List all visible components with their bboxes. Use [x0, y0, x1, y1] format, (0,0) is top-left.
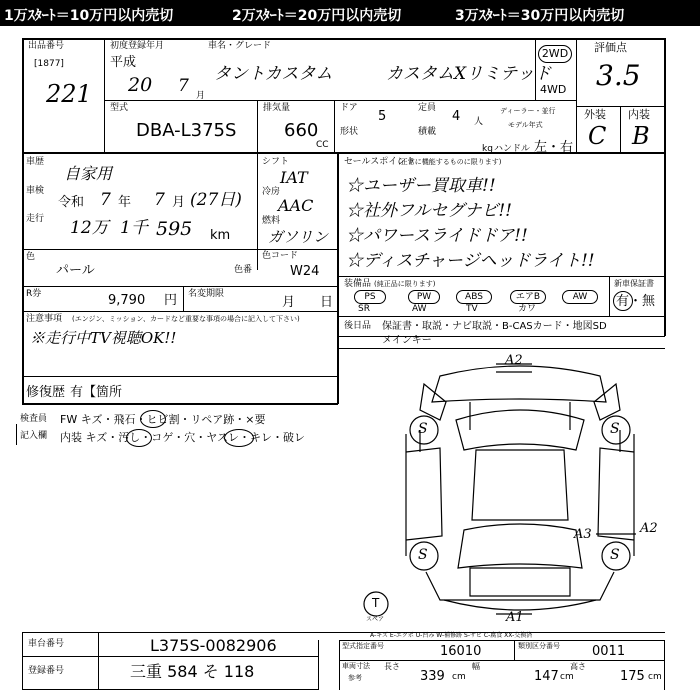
shift: IAT: [280, 168, 308, 187]
load-label: 積載: [418, 127, 437, 137]
model: DBA-L375S: [136, 120, 237, 141]
fuel-label: 燃料: [262, 216, 281, 226]
lot-number: 221: [46, 80, 92, 108]
color: パール: [56, 263, 95, 278]
ac: AAC: [278, 196, 314, 215]
name-change-month: 月: [282, 295, 296, 310]
capacity: 4: [452, 109, 461, 124]
width-label: 幅: [472, 662, 480, 671]
mark-a3-right: A3: [574, 527, 592, 542]
color-label: 色: [26, 252, 36, 262]
displacement-unit: CC: [316, 140, 329, 150]
plate-number: 三重 584 そ 118: [130, 662, 255, 681]
drive-4wd: 4WD: [540, 83, 567, 96]
recycle-value: 9,790: [108, 293, 146, 308]
length-unit: cm: [452, 672, 466, 682]
recycle-unit: 円: [164, 293, 178, 308]
load-unit: kg: [482, 144, 493, 154]
notes-sublabel: (エンジン、ミッション、カードなど重要な事項の場合に記入して下さい): [72, 315, 300, 323]
repair-value: 有【箇所: [70, 385, 123, 400]
usage: 自家用: [64, 164, 113, 183]
registration-month-unit: 月: [196, 91, 206, 101]
start-rule-2: 2万ｽﾀｰﾄ＝20万円以内売切: [232, 8, 402, 24]
designation-label: 型式指定番号: [342, 642, 384, 650]
mileage-unit: km: [210, 228, 231, 243]
ac-label: 冷房: [262, 187, 281, 197]
inspector-label-2: 記入欄: [20, 431, 48, 441]
model-year-label: モデル年式: [508, 121, 543, 129]
color-code: W24: [290, 264, 320, 279]
inspection-month-unit: 月: [172, 195, 186, 210]
sales-point: ☆パワースライドドア!!: [346, 226, 528, 246]
equipment-aw: AW: [412, 304, 427, 314]
lot-label: 出品番号: [28, 41, 65, 51]
height: 175: [620, 669, 645, 684]
score-label: 評価点: [594, 41, 627, 54]
color-number-label: 色番: [234, 265, 253, 275]
new-warranty: 有・無: [616, 294, 656, 309]
shift-label: シフト: [262, 157, 290, 167]
usage-label: 車歴: [26, 157, 45, 167]
fuel: ガソリン: [268, 228, 329, 246]
notes-label: 注意事項: [26, 314, 63, 324]
ext-grade: C: [588, 122, 607, 150]
int-grade: B: [632, 122, 650, 150]
inspection-month: 7: [154, 190, 165, 210]
equipment-abs: ABS: [456, 290, 492, 304]
equipment-tv: TV: [466, 304, 478, 314]
notes-text: ※走行中TV視聴OK!!: [30, 329, 177, 347]
sales-point: ☆ディスチャージヘッドライト!!: [346, 251, 595, 271]
vehicle-grade: カスタムXリミテッド: [386, 64, 552, 84]
chassis-number: L375S-0082906: [150, 636, 277, 655]
inspector-interior-row: 内装 キズ・汚し・コゲ・穴・ヤスレ・キレ・破レ: [60, 431, 305, 444]
dealer-label: ディーラー・並行: [500, 107, 556, 115]
score: 3.5: [596, 59, 641, 92]
height-label: 高さ: [570, 662, 586, 671]
header-banner: [0, 0, 700, 26]
doors-label: ドア: [340, 103, 358, 113]
width: 147: [534, 669, 559, 684]
inspection-label: 車検: [26, 186, 45, 196]
sales-points-label: セールスポイント: [344, 157, 416, 167]
sales-point: ☆ユーザー買取車!!: [346, 176, 496, 196]
length-label: 長さ: [384, 662, 400, 671]
equipment-ps: PS: [354, 290, 386, 304]
accessories-label: 後日品: [344, 321, 372, 331]
start-rule-3: 3万ｽﾀｰﾄ＝30万円以内売切: [455, 8, 625, 24]
model-label: 型式: [110, 103, 129, 113]
dimensions-sub: 参考: [348, 674, 362, 682]
chassis-label: 車台番号: [28, 639, 65, 649]
name-grade-label: 車名・グレード: [208, 41, 272, 51]
mark-s-rear-right: S: [610, 547, 620, 563]
inspection-year: 7: [100, 190, 111, 210]
mark-circle: [126, 429, 152, 447]
int-label: 内装: [628, 108, 650, 121]
mileage-label: 走行: [26, 214, 45, 224]
shape-label: 形状: [340, 127, 359, 137]
equipment-sublabel: (純正品に限ります): [374, 280, 436, 288]
start-rule-1: 1万ｽﾀｰﾄ＝10万円以内売切: [4, 8, 174, 24]
drive-2wd: 2WD: [538, 45, 572, 63]
damage-legend: A-キズ E-エクボ U-凹み W-補修跡 S-サビ C-腐食 XX-交換済: [370, 632, 533, 639]
capacity-label: 定員: [418, 103, 437, 113]
new-warranty-label: 新車保証書: [614, 279, 654, 288]
capacity-unit: 人: [474, 117, 484, 127]
handle: 左・右: [534, 140, 574, 155]
equipment-leather: カワ: [518, 304, 537, 314]
doors: 5: [378, 109, 387, 124]
height-unit: cm: [648, 672, 662, 682]
accessories-items: 保証書・取説・ナビ取説・B-CASカード・地図SD: [382, 321, 607, 332]
ext-label: 外装: [584, 108, 606, 121]
inspector-fw-row: FW キズ・飛石・ヒビ割・リペア跡・×要: [60, 413, 266, 426]
mark-circle: [224, 429, 254, 447]
name-change-day: 日: [320, 295, 334, 310]
spare-tire-label: スペア: [366, 616, 385, 623]
new-warranty-circle: [613, 291, 633, 311]
name-change-label: 名変期限: [188, 289, 225, 299]
length: 339: [420, 669, 445, 684]
equipment-label: 装備品: [344, 279, 372, 289]
mark-a2-right: A2: [640, 521, 658, 536]
mark-circle: [140, 410, 166, 428]
lot-code: [1877]: [34, 59, 64, 69]
inspection-day: (27日): [190, 190, 242, 210]
inspector-label-1: 検査員: [20, 414, 48, 424]
equipment-airbag: エアB: [510, 290, 546, 304]
color-code-label: 色コード: [262, 251, 299, 261]
displacement: 660: [284, 120, 319, 141]
class-label: 類別区分番号: [518, 642, 560, 650]
width-unit: cm: [560, 672, 574, 682]
registration-year: 20: [128, 74, 153, 96]
repair-label: 修復歴: [26, 385, 66, 400]
designation-number: 16010: [440, 644, 482, 659]
plate-label: 登録番号: [28, 666, 65, 676]
mark-a2-top: A2: [505, 353, 523, 368]
sales-points-sublabel: (正常に機能するものに限ります): [398, 158, 502, 166]
mark-a1-bottom: A1: [506, 610, 524, 625]
handle-label: ハンドル: [494, 144, 531, 154]
accessories-items-2: メインキー: [382, 335, 432, 346]
dimensions-label: 車両寸法: [342, 662, 370, 670]
inspection-year-unit: 年: [118, 195, 132, 210]
class-number: 0011: [592, 644, 626, 659]
equipment-pw: PW: [408, 290, 440, 304]
equipment-aw2: AW: [562, 290, 598, 304]
registration-month: 7: [178, 76, 189, 96]
equipment-sr: SR: [358, 304, 370, 314]
mileage-sen: 1千: [120, 218, 148, 238]
mark-s-front-right: S: [610, 421, 620, 437]
mileage-man: 12万: [70, 218, 109, 238]
sales-point: ☆社外フルセグナビ!!: [346, 201, 512, 221]
vehicle-name: タントカスタム: [214, 64, 333, 84]
mileage-rest: 595: [156, 218, 193, 240]
spare-tire-mark: T: [372, 596, 380, 610]
registration-era: 平成: [110, 55, 137, 70]
registration-label: 初度登録年月: [110, 41, 165, 51]
displacement-label: 排気量: [263, 103, 291, 113]
recycle-label: R券: [26, 289, 42, 299]
mark-s-rear-left: S: [418, 547, 428, 563]
mark-s-front-left: S: [418, 421, 428, 437]
inspection-era: 令和: [58, 195, 85, 210]
